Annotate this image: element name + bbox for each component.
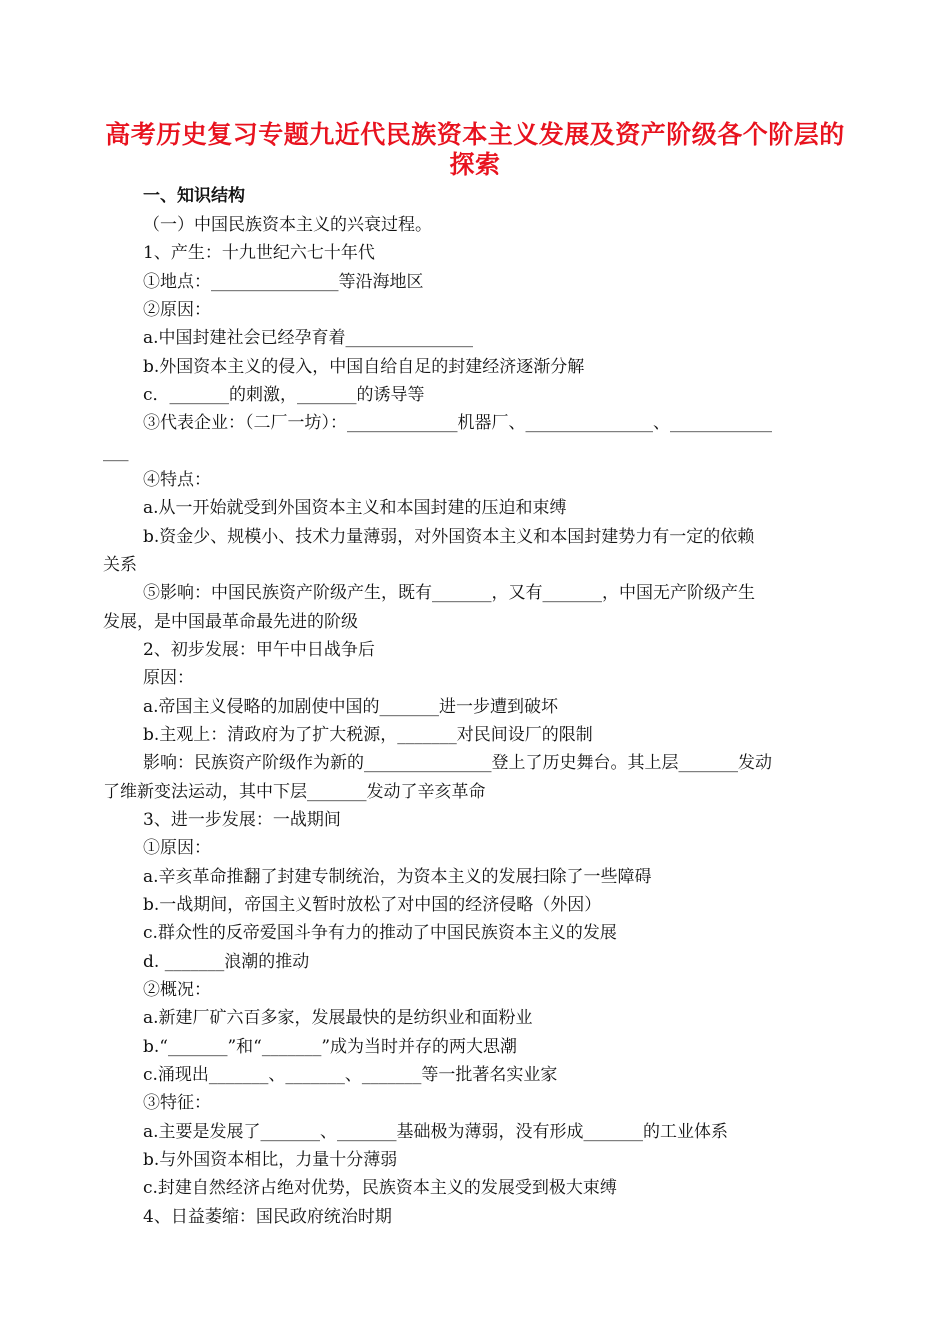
text-line: 影响：民族资产阶级作为新的_______________登上了历史舞台。其上层_______发动: [143, 753, 772, 773]
text-line: b.主观上：清政府为了扩大税源，_______对民间设厂的限制: [143, 725, 593, 745]
text-line: 4、日益萎缩：国民政府统治时期: [143, 1207, 392, 1227]
text-line: 原因：: [143, 668, 194, 688]
text-line: 关系: [103, 555, 137, 575]
section-heading: 一、知识结构: [143, 186, 245, 206]
text-line: a.主要是发展了_______、_______基础极为薄弱，没有形成_______的工业体系: [143, 1122, 729, 1142]
text-line: c.涌现出_______、_______、_______等一批著名实业家: [143, 1065, 558, 1085]
text-line: 1、产生：十九世纪六七十年代: [143, 243, 375, 263]
text-line: 了维新变法运动，其中下层_______发动了辛亥革命: [103, 782, 486, 802]
text-line: b.外国资本主义的侵入，中国自给自足的封建经济逐渐分解: [143, 357, 585, 377]
text-line: ①原因：: [143, 838, 211, 858]
title-line-1: 高考历史复习专题九近代民族资本主义发展及资产阶级各个阶层的: [105, 120, 845, 149]
text-line: d. _______浪潮的推动: [143, 952, 310, 972]
text-line: ②概况：: [143, 980, 211, 1000]
text-line: ②原因：: [143, 300, 211, 320]
text-line: 3、进一步发展：一战期间: [143, 810, 341, 830]
text-line: ③代表企业：（二厂一坊）：_____________机器厂、_______________、____________: [143, 413, 772, 433]
text-line: 发展，是中国最革命最先进的阶级: [103, 612, 358, 632]
text-line: c．_______的刺激，_______的诱导等: [143, 385, 425, 405]
text-line: a.新建厂矿六百多家，发展最快的是纺织业和面粉业: [143, 1008, 533, 1028]
text-line: ③特征：: [143, 1093, 211, 1113]
text-line: ___: [103, 442, 129, 462]
text-line: c.封建自然经济占绝对优势，民族资本主义的发展受到极大束缚: [143, 1178, 617, 1198]
text-line: ①地点：_______________等沿海地区: [143, 272, 424, 292]
document-title: [100, 120, 850, 180]
text-line: a.从一开始就受到外国资本主义和本国封建的压迫和束缚: [143, 498, 567, 518]
subsection-heading: （一）中国民族资本主义的兴衰过程。: [143, 215, 432, 235]
text-line: a.中国封建社会已经孕育着_______________: [143, 328, 474, 348]
text-line: a.帝国主义侵略的加剧使中国的_______进一步遭到破坏: [143, 697, 559, 717]
text-line: ④特点：: [143, 470, 211, 490]
text-line: ⑤影响：中国民族资产阶级产生，既有_______，又有_______，中国无产阶级产生: [143, 583, 755, 603]
text-line: b.与外国资本相比，力量十分薄弱: [143, 1150, 398, 1170]
text-line: b.“_______”和“_______”成为当时并存的两大思潮: [143, 1037, 518, 1057]
text-line: a.辛亥革命推翻了封建专制统治，为资本主义的发展扫除了一些障碍: [143, 867, 652, 887]
title-line-2: 探索: [449, 150, 501, 179]
text-line: c.群众性的反帝爱国斗争有力的推动了中国民族资本主义的发展: [143, 923, 617, 943]
text-line: b.一战期间，帝国主义暂时放松了对中国的经济侵略（外因）: [143, 895, 602, 915]
text-line: 2、初步发展：甲午中日战争后: [143, 640, 375, 660]
text-line: b.资金少、规模小、技术力量薄弱，对外国资本主义和本国封建势力有一定的依赖: [143, 527, 755, 547]
